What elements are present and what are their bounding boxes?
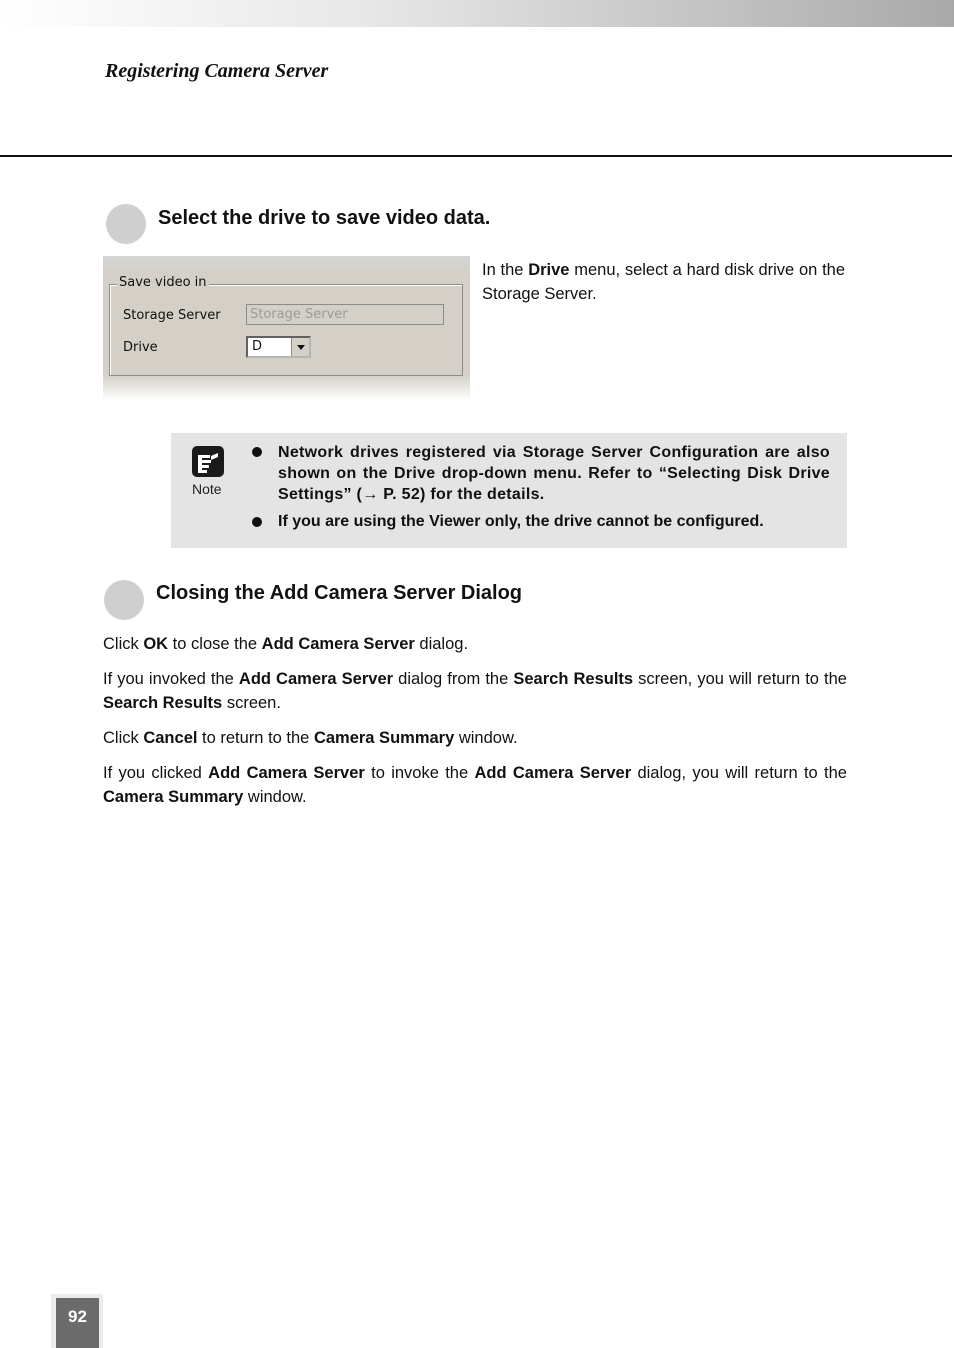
drive-dropdown[interactable]	[246, 336, 311, 358]
paragraph-search-results: If you invoked the Add Camera Server dialog from the Search Results screen, you will return to the Search Results screen.	[103, 670, 847, 712]
storage-server-label: Storage Server	[123, 308, 221, 323]
save-video-groupbox	[109, 284, 463, 376]
step-marker-1	[106, 204, 146, 244]
save-video-dialog-screenshot	[103, 256, 470, 401]
note-bullet-1	[252, 447, 262, 457]
note-box	[171, 433, 847, 548]
paragraph-click-ok: Click OK to close the Add Camera Server dialog.	[103, 635, 469, 653]
group-label: Save video in	[119, 275, 207, 290]
drive-value: D	[252, 339, 263, 354]
note-label: Note	[192, 481, 222, 497]
note-item-2: If you are using the Viewer only, the drive cannot be configured.	[278, 513, 764, 530]
note-hand-icon	[192, 446, 224, 477]
page-number-tab	[51, 1294, 103, 1348]
chevron-down-icon[interactable]	[291, 338, 309, 356]
step-marker-2	[104, 580, 144, 620]
drive-label: Drive	[123, 340, 158, 355]
page-number: 92	[56, 1298, 99, 1348]
step1-description: In the Drive menu, select a hard disk drive on the Storage Server.	[482, 261, 846, 303]
paragraph-click-cancel: Click Cancel to return to the Camera Summary window.	[103, 729, 518, 747]
step-heading-closing-dialog: Closing the Add Camera Server Dialog	[156, 582, 523, 604]
running-title: Registering Camera Server	[105, 60, 329, 82]
paragraph-camera-summary: If you clicked Add Camera Server to invoke the Add Camera Server dialog, you will return to the Camera Summary window.	[103, 764, 847, 806]
header-rule	[0, 155, 952, 157]
storage-server-field[interactable]: Storage Server	[246, 304, 444, 325]
step-heading-select-drive: Select the drive to save video data.	[158, 207, 491, 229]
header-gradient-bar	[0, 0, 954, 27]
note-bullet-2	[252, 517, 262, 527]
note-item-1: Network drives registered via Storage Server Configuration are also shown on the Drive drop-down menu. Refer to “Selecting Disk Drive Settings” (→ P. 52) for the details.	[278, 444, 830, 503]
